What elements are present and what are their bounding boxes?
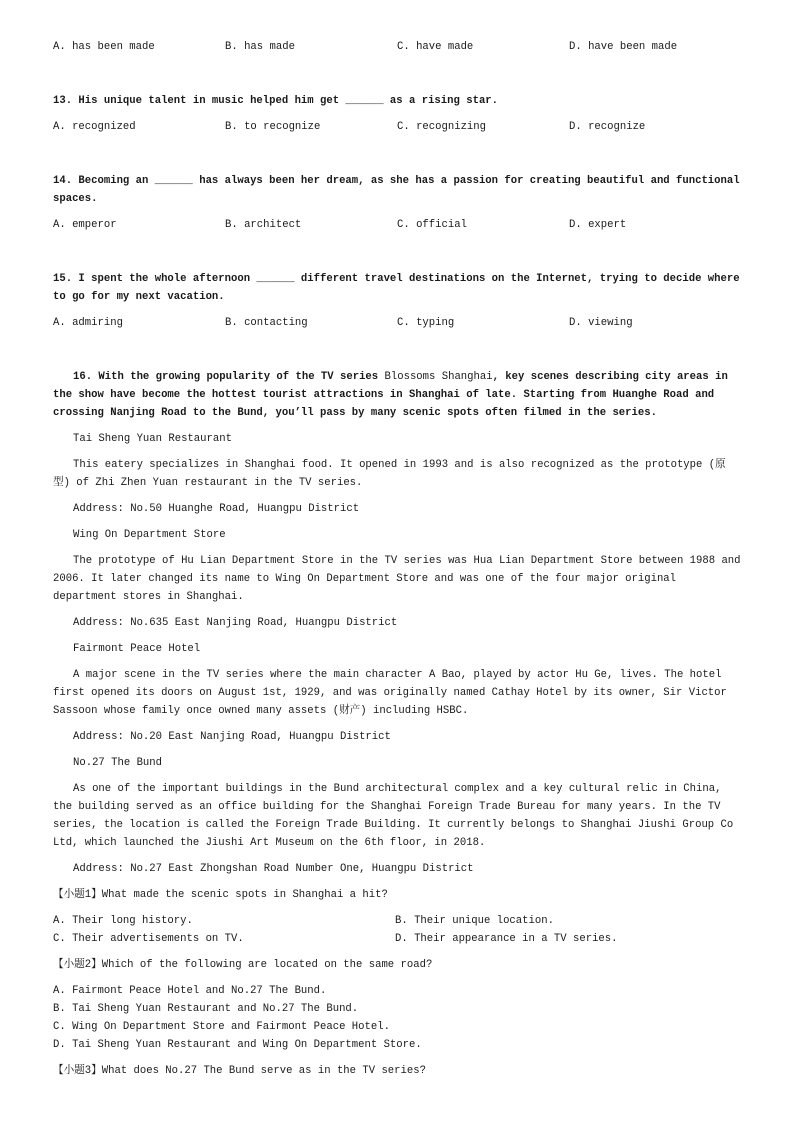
q14-option-c: C. official bbox=[397, 219, 467, 231]
spot-name: Tai Sheng Yuan Restaurant bbox=[73, 433, 232, 445]
sub1-option-a: A. Their long history. bbox=[53, 915, 193, 927]
q15-stem: 15. I spent the whole afternoon ______ different travel destinations on the Internet, trying to decide where to go for my next vacation. bbox=[53, 273, 740, 303]
q13-option-a: A. recognized bbox=[53, 121, 136, 133]
q13-option-c: C. recognizing bbox=[397, 121, 487, 133]
q12-option-d: D. have been made bbox=[569, 41, 678, 53]
q14-stem: 14. Becoming an ______ has always been her dream, as she has a passion for creating beautiful and functional spaces. bbox=[53, 175, 740, 205]
q12-option-b: B. has made bbox=[225, 41, 295, 53]
sub1-option-b: B. Their unique location. bbox=[395, 915, 554, 927]
q15-option-d: D. viewing bbox=[569, 317, 633, 329]
spot-name: Wing On Department Store bbox=[73, 529, 226, 541]
exam-page bbox=[53, 38, 741, 1080]
q15-option-b: B. contacting bbox=[225, 317, 308, 329]
q15-options bbox=[53, 314, 741, 332]
q14-option-d: D. expert bbox=[569, 219, 627, 231]
sub1-stem: 【小题1】What made the scenic spots in Shanghai a hit? bbox=[53, 889, 388, 901]
q15-option-a: A. admiring bbox=[53, 317, 123, 329]
spot-name: No.27 The Bund bbox=[73, 757, 163, 769]
q13-option-b: B. to recognize bbox=[225, 121, 321, 133]
q14-options bbox=[53, 216, 741, 234]
q12-options bbox=[53, 38, 741, 56]
q12-option-a: A. has been made bbox=[53, 41, 155, 53]
sub1-option-d: D. Their appearance in a TV series. bbox=[395, 933, 618, 945]
q13-stem: 13. His unique talent in music helped him get ______ as a rising star. bbox=[53, 95, 499, 107]
q14-option-a: A. emperor bbox=[53, 219, 117, 231]
sub2-option-a: A. Fairmont Peace Hotel and No.27 The Bund. bbox=[53, 985, 327, 997]
spot-description: The prototype of Hu Lian Department Store in the TV series was Hua Lian Department Store between 1988 and 2006. It later changed its name to Wing On Department Store and was one of the four major original department stores in Shanghai. bbox=[53, 555, 741, 603]
spot-name: Fairmont Peace Hotel bbox=[73, 643, 201, 655]
q15-option-c: C. typing bbox=[397, 317, 455, 329]
q14-option-b: B. architect bbox=[225, 219, 302, 231]
sub1-option-c: C. Their advertisements on TV. bbox=[53, 933, 244, 945]
spot-address: Address: No.635 East Nanjing Road, Huangpu District bbox=[73, 617, 398, 629]
q13-option-d: D. recognize bbox=[569, 121, 646, 133]
sub2-options bbox=[53, 982, 741, 1054]
q13-options bbox=[53, 118, 741, 136]
passage-intro bbox=[53, 368, 741, 422]
sub2-stem: 【小题2】Which of the following are located on the same road? bbox=[53, 959, 433, 971]
spot-description: This eatery specializes in Shanghai food. It opened in 1993 and is also recognized as the prototype (原型) of Zhi Zhen Yuan restaurant in the TV series. bbox=[53, 459, 726, 489]
spot-address: Address: No.20 East Nanjing Road, Huangpu District bbox=[73, 731, 391, 743]
q12-option-c: C. have made bbox=[397, 41, 474, 53]
spot-address: Address: No.27 East Zhongshan Road Number One, Huangpu District bbox=[73, 863, 474, 875]
sub3-stem: 【小题3】What does No.27 The Bund serve as in the TV series? bbox=[53, 1065, 426, 1077]
spot-description: A major scene in the TV series where the main character A Bao, played by actor Hu Ge, lives. The hotel first opened its doors on August 1st, 1929, and was originally named Cathay Hotel by its owner, Sir Victor Sassoon whose family once owned many assets (财产) including HSBC. bbox=[53, 669, 727, 717]
passage-intro-part1: 16. With the growing popularity of the TV series bbox=[73, 371, 385, 383]
spot-address: Address: No.50 Huanghe Road, Huangpu District bbox=[73, 503, 360, 515]
passage-intro-part2: , key scenes describing city areas in the show have become the hottest tourist attractions in Shanghai of late. Starting from Huanghe Road and crossing Nanjing Road to the Bund, you’ll pass by many scenic spots often filmed in the series. bbox=[53, 371, 728, 419]
sub1-options bbox=[53, 912, 741, 948]
sub2-option-d: D. Tai Sheng Yuan Restaurant and Wing On Department Store. bbox=[53, 1039, 422, 1051]
series-title: Blossoms Shanghai bbox=[384, 371, 493, 383]
sub2-option-b: B. Tai Sheng Yuan Restaurant and No.27 The Bund. bbox=[53, 1003, 359, 1015]
spot-description: As one of the important buildings in the Bund architectural complex and a key cultural relic in China, the building served as an office building for the Shanghai Foreign Trade Bureau for many years. In the TV series, the location is called the Foreign Trade Building. It currently belongs to Shanghai Jiushi Group Co Ltd, which launched the Jiushi Art Museum on the 6th floor, in 2018. bbox=[53, 783, 734, 849]
sub2-option-c: C. Wing On Department Store and Fairmont Peace Hotel. bbox=[53, 1021, 390, 1033]
